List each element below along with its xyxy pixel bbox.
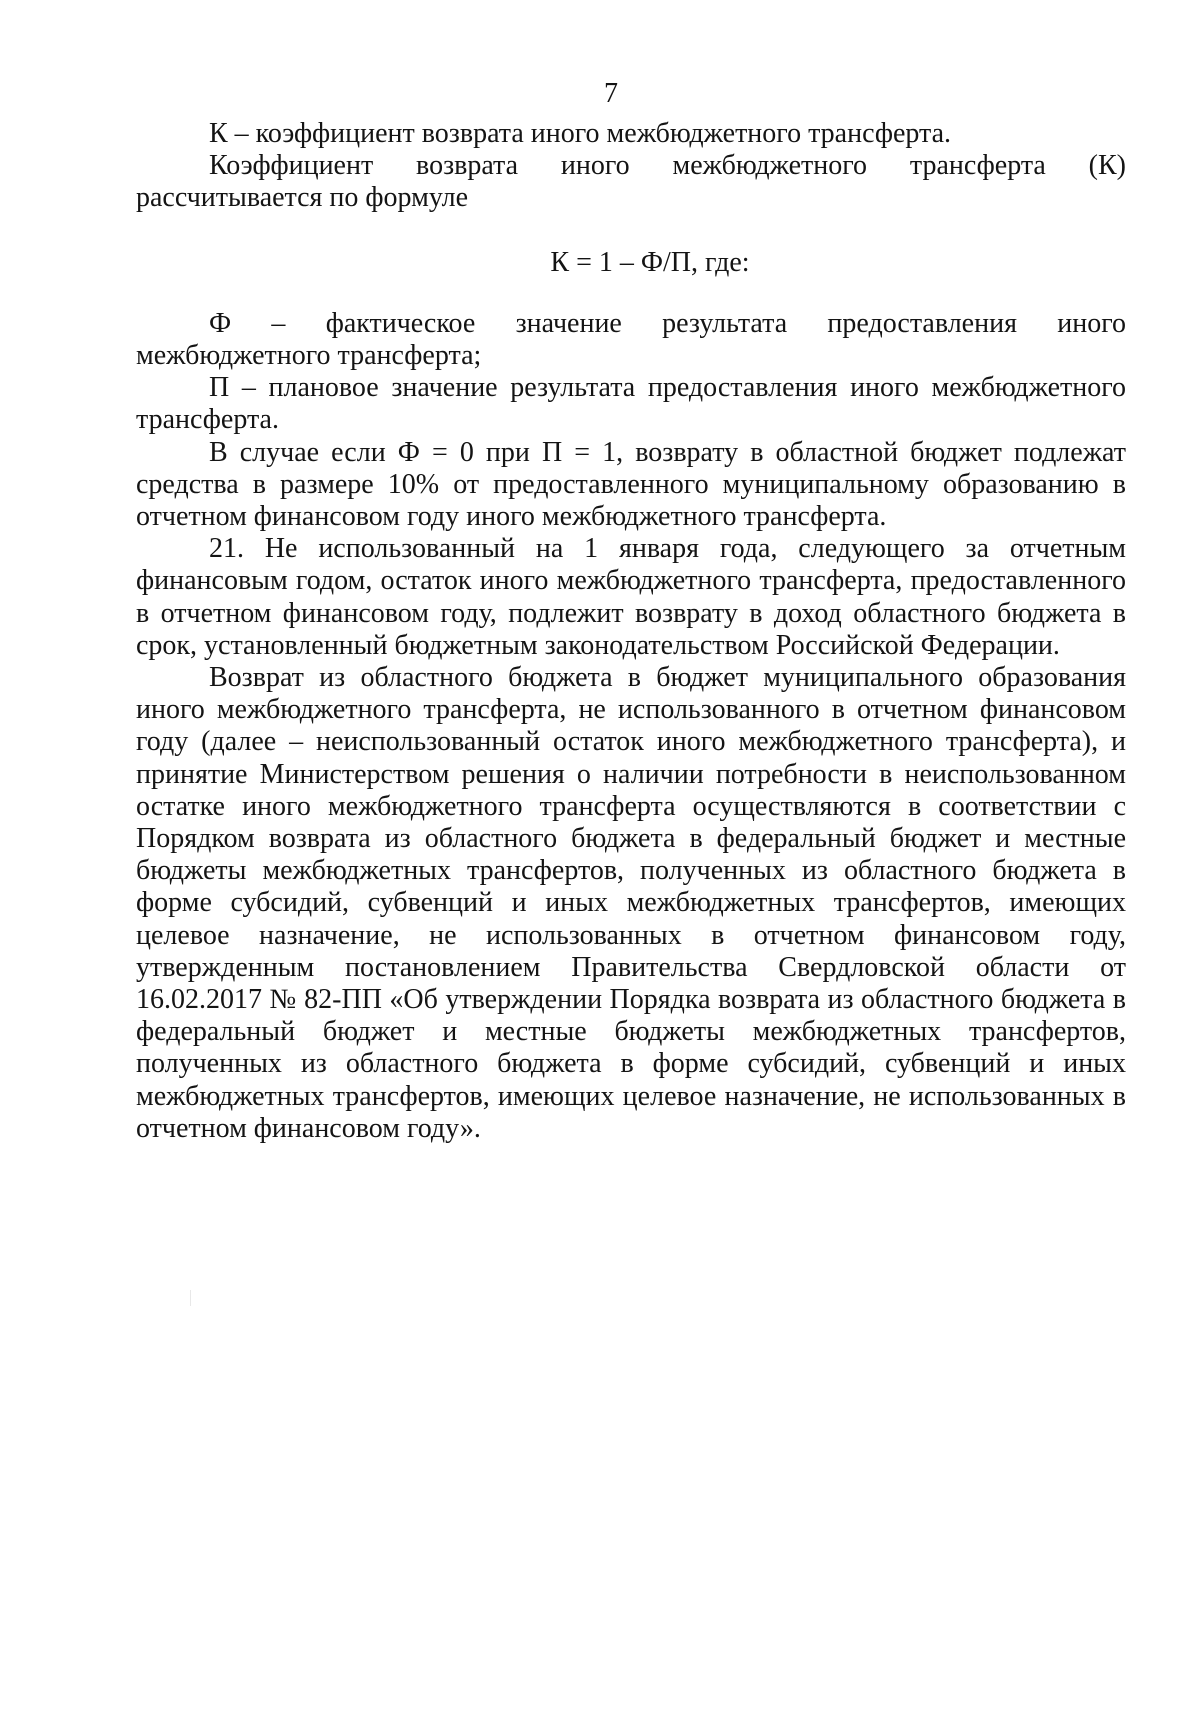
page-number: 7 (604, 78, 618, 109)
paragraph-planned-value-definition: П – плановое значение результата предоставления иного межбюджетного трансферта. (136, 372, 1126, 436)
paragraph-actual-value-definition: Ф – фактическое значение результата предоставления иного межбюджетного трансферта; (136, 307, 1126, 372)
paragraph-clause-21: 21. Не использованный на 1 января года, следующего за отчетным финансовым годом, остаток иного межбюджетного трансферта, предоставленного в отчетном финансовом году, подлежит возврату в доход областного бюджета в срок, установленный бюджетным законодательством Российской Федерации. (136, 533, 1126, 661)
paragraph-coefficient-definition: К – коэффициент возврата иного межбюджетного трансферта. (209, 118, 952, 149)
document-body (136, 118, 1126, 1145)
scan-artifact (190, 1290, 191, 1306)
paragraph-return-procedure: Возврат из областного бюджета в бюджет муниципального образования иного межбюджетного трансферта, не использованного в отчетном финансовом году (далее – неиспользованный остаток иного межбюджетного трансферта), и принятие Министерством решения о наличии потребности в неиспользованном остатке иного межбюджетного трансферта осуществляются в соответствии с Порядком возврата из областного бюджета в федеральный бюджет и местные бюджеты межбюджетных трансфертов, полученных из областного бюджета в форме субсидий, субвенций и иных межбюджетных трансфертов, имеющих целевое назначение, не использованных в отчетном финансовом году, утвержденным постановлением Правительства Свердловской области от 16.02.2017 № 82-ПП «Об утверждении Порядка возврата из областного бюджета в федеральный бюджет и местные бюджеты межбюджетных трансфертов, полученных из областного бюджета в форме субсидий, субвенций и иных межбюджетных трансфертов, имеющих целевое назначение, не использованных в отчетном финансовом году». (136, 662, 1126, 1144)
formula: К = 1 – Ф/П, где: (550, 246, 750, 278)
paragraph-coefficient-calculation: Коэффициент возврата иного межбюджетного трансферта (К) рассчитывается по формуле (136, 150, 1126, 214)
paragraph-zero-result-case: В случае если Ф = 0 при П = 1, возврату в областной бюджет подлежат средства в размере 10% от предоставленного муниципальному образованию в отчетном финансовом году иного межбюджетного трансферта. (136, 436, 1126, 533)
